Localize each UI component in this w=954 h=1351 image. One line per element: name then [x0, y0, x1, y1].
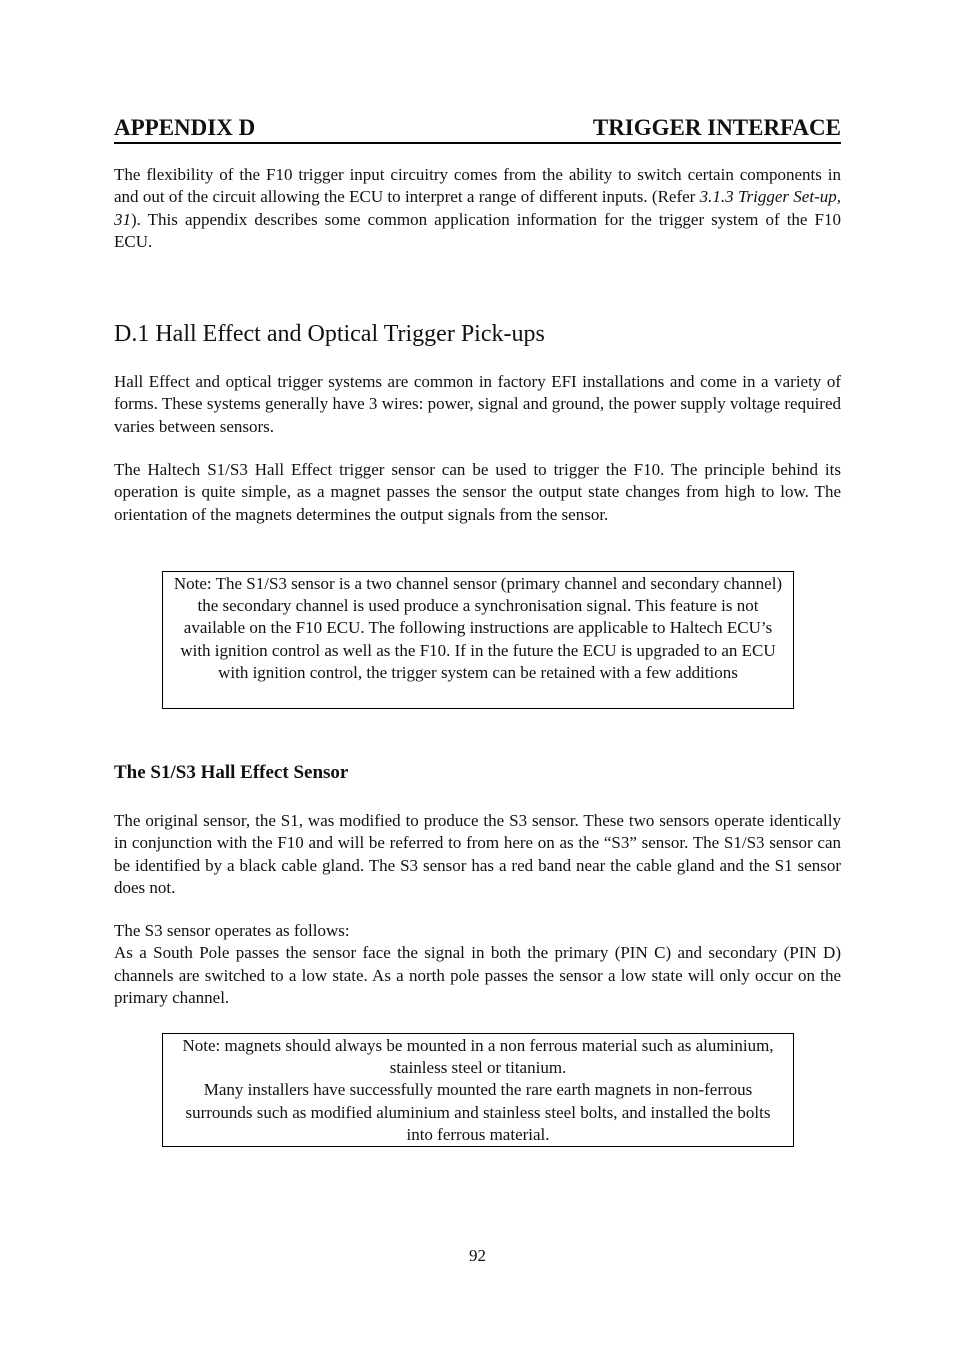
- s3-operation-detail: As a South Pole passes the sensor face the signal in both the primary (PIN C) and secondary (PIN D) channels are switched to a low state. As a north pole passes the sensor a low state will only occur on the primary channel.: [114, 943, 841, 1007]
- page-header: [114, 114, 841, 144]
- intro-text-end: ). This appendix describes some common application information for the trigger system of the F10 ECU.: [114, 209, 841, 251]
- note-box-magnets: [162, 1033, 794, 1147]
- section-d1-heading: D.1 Hall Effect and Optical Trigger Pick-ups: [114, 321, 545, 347]
- appendix-label: APPENDIX D: [114, 115, 256, 140]
- s1s3-paragraph-2: [114, 920, 841, 1009]
- note-text-sync-signal: Note: The S1/S3 sensor is a two channel sensor (primary channel and secondary channel) the secondary channel is used produce a synchronisation signal. This feature is not available on the F10 ECU. The following instructions are applicable to Haltech ECU’s with ignition control as well as the F10. If in the future the ECU is upgraded to an ECU with ignition control, the trigger system can be retained with a few additions: [173, 574, 783, 682]
- appendix-title: TRIGGER INTERFACE: [592, 115, 841, 140]
- d1-paragraph-2: The Haltech S1/S3 Hall Effect trigger sensor can be used to trigger the F10. The principle behind its operation is quite simple, as a magnet passes the sensor the output state changes from high to low. The orientation of the magnets determines the output signals from the sensor.: [114, 460, 841, 524]
- note-text-magnet-material: Note: magnets should always be mounted in a non ferrous material such as aluminium, stainless steel or titanium.: [182, 1036, 774, 1078]
- intro-text-start: The flexibility of the F10 trigger input circuitry comes from the ability to switch certain components in and out of the circuit allowing the ECU to interpret a range of different inputs. (Refer: [114, 165, 841, 207]
- s3-operation-intro: The S3 sensor operates as follows:: [114, 921, 350, 940]
- note-text-magnet-mounting: Many installers have successfully mounted the rare earth magnets in non-ferrous surrounds such as modified aluminium and stainless steel bolts, and installed the bolts into ferrous material.: [185, 1080, 771, 1144]
- page-number: 92: [469, 1246, 486, 1265]
- intro-paragraph: [114, 164, 841, 253]
- note-box-sync-signal: [162, 571, 794, 709]
- s1s3-paragraph-1: The original sensor, the S1, was modified to produce the S3 sensor. These two sensors operate identically in conjunction with the F10 and will be referred to from here on as the “S3” sensor. The S1/S3 sensor can be identified by a black cable gland. The S3 sensor has a red band near the cable gland and the S1 sensor does not.: [114, 811, 841, 897]
- d1-paragraph-1: Hall Effect and optical trigger systems are common in factory EFI installations and come in a variety of forms. These systems generally have 3 wires: power, signal and ground, the power supply voltage required varies between sensors.: [114, 372, 841, 436]
- intro-reference: 3.1.3 Trigger Set-up, 31: [114, 187, 841, 229]
- section-s1s3-heading: The S1/S3 Hall Effect Sensor: [114, 762, 349, 783]
